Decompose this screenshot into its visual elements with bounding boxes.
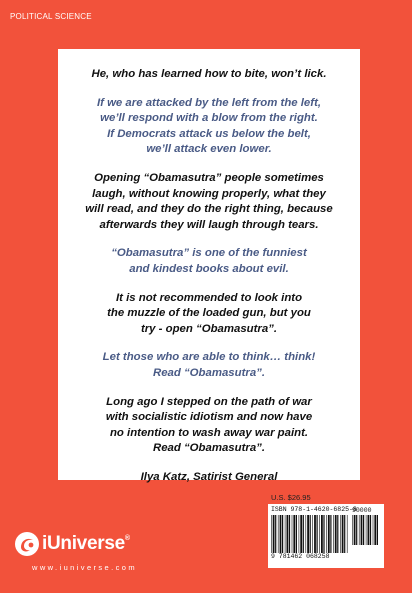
publisher-url: www.iuniverse.com xyxy=(32,563,137,572)
barcode-digits: 9 781462 068258 xyxy=(271,553,330,560)
blurb-line: no intention to wash away war paint. xyxy=(109,426,309,439)
barcode-bar xyxy=(306,515,307,553)
barcode-bar xyxy=(356,515,357,545)
barcode-bar xyxy=(347,515,348,553)
blurb-line: “Obamasutra” is one of the funniest xyxy=(111,247,307,260)
barcode-bar xyxy=(317,515,318,553)
barcode-bar xyxy=(321,515,323,553)
blurb-panel xyxy=(58,49,360,483)
barcode-bar xyxy=(289,515,290,553)
blurb-line: He, who has learned how to bite, won’t lick. xyxy=(91,68,327,80)
barcode-bar xyxy=(271,515,272,553)
barcode-bar xyxy=(303,515,304,553)
blurb-line: If Democrats attack us below the belt, xyxy=(107,127,311,140)
barcode-bar xyxy=(326,515,327,553)
barcode-bar xyxy=(377,515,378,545)
barcode xyxy=(268,504,384,568)
barcode-bar xyxy=(366,515,367,545)
blurb-line: the muzzle of the loaded gun, but you xyxy=(107,307,311,320)
blurb-paragraph xyxy=(68,395,350,457)
blurb-paragraph xyxy=(68,96,350,158)
barcode-addon-bars xyxy=(352,515,380,545)
barcode-bar xyxy=(300,515,302,553)
barcode-bar xyxy=(293,515,295,553)
barcode-bar xyxy=(273,515,275,553)
blurb-line: and kindest books about evil. xyxy=(129,262,289,275)
blurb-line: with socialistic idiotism and now have xyxy=(105,411,313,424)
barcode-bar xyxy=(370,515,371,545)
blurb-paragraph xyxy=(68,171,350,233)
barcode-bar xyxy=(314,515,316,553)
category-label: POLITICAL SCIENCE xyxy=(10,12,92,21)
barcode-main-bars xyxy=(271,515,349,553)
barcode-bar xyxy=(368,515,370,545)
barcode-bar xyxy=(292,515,293,553)
blurb-line: It is not recommended to look into xyxy=(115,291,303,304)
barcode-bar xyxy=(319,515,320,553)
barcode-bar xyxy=(275,515,276,553)
barcode-bar xyxy=(335,515,337,553)
blurb-line: Long ago I stepped on the path of war xyxy=(106,395,312,408)
barcode-bar xyxy=(299,515,300,553)
barcode-bar xyxy=(342,515,344,553)
barcode-bar xyxy=(280,515,282,553)
isbn-label: ISBN 978-1-4620-6825-8 xyxy=(271,506,357,513)
blurb-line: Let those who are able to think… think! xyxy=(102,351,316,364)
barcode-bar xyxy=(344,515,345,553)
barcode-addon-digits: 90000 xyxy=(352,507,372,514)
blurb-line: we’ll attack even lower. xyxy=(146,143,272,156)
barcode-bar xyxy=(296,515,297,553)
barcode-bar xyxy=(282,515,283,553)
iuniverse-swirl-icon xyxy=(14,531,40,557)
blurb-line: we’ll respond with a blow from the right. xyxy=(100,112,318,125)
barcode-bar xyxy=(312,515,313,553)
author-signature xyxy=(68,470,350,486)
blurb-line: laugh, without knowing properly, what they xyxy=(92,187,326,200)
barcode-bar xyxy=(323,515,324,553)
blurb-line: If we are attacked by the left from the left, xyxy=(96,96,322,109)
barcode-bar xyxy=(363,515,364,545)
barcode-bar xyxy=(352,515,353,545)
barcode-bar xyxy=(328,515,330,553)
barcode-bar xyxy=(359,515,360,545)
barcode-bar xyxy=(330,515,331,553)
blurb-line: Read “Obamasutra”. xyxy=(152,442,266,455)
price-label: U.S. $26.95 xyxy=(271,493,311,502)
barcode-bar xyxy=(354,515,356,545)
barcode-bar xyxy=(333,515,334,553)
barcode-bar xyxy=(374,515,376,545)
barcode-bar xyxy=(307,515,309,553)
barcode-bar xyxy=(340,515,341,553)
blurb-line: Read “Obamasutra”. xyxy=(152,366,266,379)
blurb-paragraph xyxy=(68,67,350,83)
blurb-paragraph xyxy=(68,291,350,338)
blurb-line: try - open “Obamasutra”. xyxy=(140,322,278,335)
blurb-line: will read, and they do the right thing, because xyxy=(85,203,333,216)
blurb-line: Opening “Obamasutra” people sometimes xyxy=(94,171,324,184)
barcode-bar xyxy=(337,515,338,553)
barcode-bar xyxy=(310,515,311,553)
publisher-name: iUniverse® xyxy=(42,533,130,554)
blurb-line: Ilya Katz, Satirist General xyxy=(140,470,278,483)
publisher-logo xyxy=(14,531,130,557)
barcode-bar xyxy=(285,515,286,553)
barcode-bar xyxy=(361,515,363,545)
blurb-paragraph xyxy=(68,246,350,277)
blurb-line: afterwards they will laugh through tears. xyxy=(99,218,319,231)
barcode-bar xyxy=(287,515,289,553)
blurb-paragraph xyxy=(68,350,350,381)
barcode-bar xyxy=(373,515,374,545)
barcode-bar xyxy=(278,515,279,553)
